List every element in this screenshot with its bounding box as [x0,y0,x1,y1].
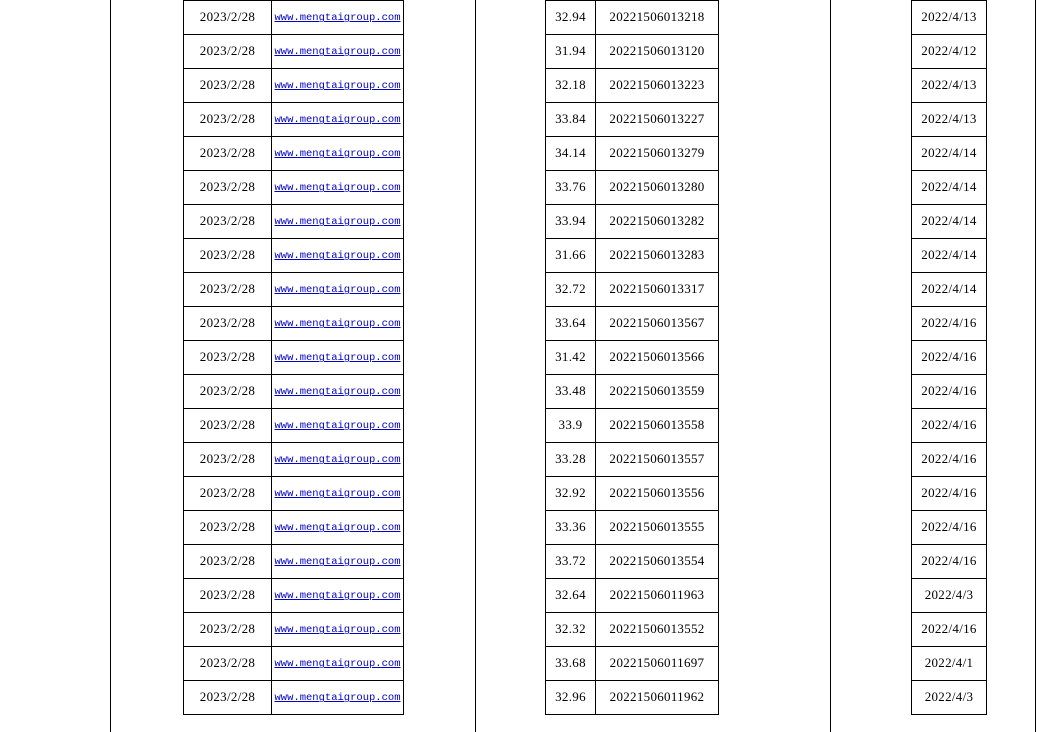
dates-and-links-table-body [184,1,404,715]
cell-code: 20221506013552 [596,613,719,647]
cell-website-link[interactable] [272,171,404,205]
cell-code: 20221506013554 [596,545,719,579]
cell-code: 20221506013556 [596,477,719,511]
table-row [912,1,987,35]
table-row [184,613,404,647]
cell-date: 2023/2/28 [184,137,272,171]
table-row [546,579,719,613]
amount-and-code-table-body [546,1,719,715]
table-row [912,579,987,613]
website-link[interactable]: www.mengtaigroup.com [274,590,401,603]
table-row [184,511,404,545]
cell-date: 2023/2/28 [184,613,272,647]
table-row [184,579,404,613]
cell-date: 2023/2/28 [184,579,272,613]
table-row [912,613,987,647]
table-row [546,341,719,375]
cell-date: 2023/2/28 [184,273,272,307]
cell-amount: 33.9 [546,409,596,443]
cell-date: 2022/4/13 [912,103,987,137]
cell-website-link[interactable] [272,647,404,681]
table-row [912,477,987,511]
cell-website-link[interactable] [272,579,404,613]
right-dates-table-wrapper [911,0,987,715]
table-row [912,137,987,171]
table-row [912,239,987,273]
cell-date: 2022/4/14 [912,239,987,273]
website-link[interactable]: www.mengtaigroup.com [274,182,401,195]
cell-amount: 32.18 [546,69,596,103]
table-row [912,171,987,205]
cell-amount: 33.68 [546,647,596,681]
cell-date: 2022/4/16 [912,443,987,477]
cell-code: 20221506013558 [596,409,719,443]
cell-amount: 31.66 [546,239,596,273]
cell-date: 2023/2/28 [184,477,272,511]
cell-code: 20221506013282 [596,205,719,239]
cell-code: 20221506013559 [596,375,719,409]
cell-date: 2022/4/14 [912,171,987,205]
table-row [546,681,719,715]
cell-date: 2023/2/28 [184,69,272,103]
website-link[interactable]: www.mengtaigroup.com [274,318,401,331]
table-row [912,273,987,307]
cell-website-link[interactable] [272,1,404,35]
website-link[interactable]: www.mengtaigroup.com [274,692,401,705]
table-row [912,511,987,545]
cell-date: 2022/4/14 [912,205,987,239]
table-row [912,375,987,409]
website-link[interactable]: www.mengtaigroup.com [274,284,401,297]
cell-date: 2023/2/28 [184,239,272,273]
website-link[interactable]: www.mengtaigroup.com [274,46,401,59]
cell-website-link[interactable] [272,35,404,69]
cell-date: 2023/2/28 [184,511,272,545]
website-link[interactable]: www.mengtaigroup.com [274,658,401,671]
table-row [184,409,404,443]
cell-amount: 33.94 [546,205,596,239]
cell-website-link[interactable] [272,375,404,409]
table-row [184,477,404,511]
cell-code: 20221506013283 [596,239,719,273]
cell-date: 2023/2/28 [184,205,272,239]
cell-code: 20221506013218 [596,1,719,35]
cell-code: 20221506013280 [596,171,719,205]
right-dates-table [911,0,987,715]
table-row [546,545,719,579]
cell-date: 2022/4/14 [912,273,987,307]
table-row [912,307,987,341]
table-row [912,681,987,715]
website-link[interactable]: www.mengtaigroup.com [274,454,401,467]
cell-website-link[interactable] [272,613,404,647]
cell-amount: 33.36 [546,511,596,545]
table-row [184,137,404,171]
table-row [546,137,719,171]
website-link[interactable]: www.mengtaigroup.com [274,148,401,161]
table-row [546,443,719,477]
cell-amount: 34.14 [546,137,596,171]
table-row [546,307,719,341]
table-row [184,103,404,137]
dates-and-links-table-wrapper [183,0,404,715]
cell-website-link[interactable] [272,477,404,511]
cell-date: 2022/4/16 [912,511,987,545]
cell-amount: 32.96 [546,681,596,715]
cell-amount: 33.72 [546,545,596,579]
table-row [912,205,987,239]
cell-code: 20221506013227 [596,103,719,137]
table-row [184,1,404,35]
cell-amount: 32.94 [546,1,596,35]
website-link[interactable]: www.mengtaigroup.com [274,80,401,93]
table-row [546,511,719,545]
cell-amount: 33.28 [546,443,596,477]
amount-and-code-table [545,0,719,715]
cell-date: 2023/2/28 [184,171,272,205]
table-row [912,35,987,69]
cell-code: 20221506013120 [596,35,719,69]
cell-code: 20221506013555 [596,511,719,545]
cell-website-link[interactable] [272,443,404,477]
cell-date: 2022/4/3 [912,681,987,715]
table-row [912,443,987,477]
column-divider-left [110,0,111,732]
cell-date: 2023/2/28 [184,443,272,477]
cell-amount: 32.64 [546,579,596,613]
cell-date: 2023/2/28 [184,307,272,341]
cell-date: 2022/4/16 [912,477,987,511]
table-row [546,69,719,103]
table-row [546,613,719,647]
table-row [184,171,404,205]
table-row [184,69,404,103]
table-row [546,477,719,511]
cell-date: 2023/2/28 [184,647,272,681]
dates-and-links-table [183,0,404,715]
cell-amount: 33.48 [546,375,596,409]
cell-date: 2023/2/28 [184,341,272,375]
cell-code: 20221506013567 [596,307,719,341]
cell-date: 2023/2/28 [184,103,272,137]
table-row [546,647,719,681]
cell-website-link[interactable] [272,341,404,375]
right-dates-table-body [912,1,987,715]
cell-website-link[interactable] [272,103,404,137]
table-row [546,239,719,273]
cell-code: 20221506013279 [596,137,719,171]
cell-date: 2022/4/16 [912,375,987,409]
table-row [912,409,987,443]
cell-date: 2022/4/14 [912,137,987,171]
website-link[interactable]: www.mengtaigroup.com [274,114,401,127]
cell-amount: 33.84 [546,103,596,137]
cell-date: 2022/4/16 [912,613,987,647]
table-row [912,545,987,579]
cell-date: 2023/2/28 [184,375,272,409]
cell-date: 2023/2/28 [184,681,272,715]
website-link[interactable]: www.mengtaigroup.com [274,250,401,263]
column-divider-right [1035,0,1036,732]
cell-website-link[interactable] [272,409,404,443]
table-row [546,205,719,239]
website-link[interactable]: www.mengtaigroup.com [274,488,401,501]
website-link[interactable]: www.mengtaigroup.com [274,420,401,433]
table-row [184,341,404,375]
website-link[interactable]: www.mengtaigroup.com [274,352,401,365]
table-row [184,239,404,273]
cell-code: 20221506011963 [596,579,719,613]
cell-date: 2022/4/16 [912,409,987,443]
cell-website-link[interactable] [272,69,404,103]
table-row [184,205,404,239]
cell-code: 20221506013566 [596,341,719,375]
table-row [184,443,404,477]
table-row [546,273,719,307]
column-divider-middle-right [830,0,831,732]
cell-date: 2023/2/28 [184,35,272,69]
cell-code: 20221506013557 [596,443,719,477]
cell-code: 20221506013223 [596,69,719,103]
cell-date: 2023/2/28 [184,1,272,35]
table-row [184,273,404,307]
amount-and-code-table-wrapper [545,0,719,715]
cell-amount: 31.42 [546,341,596,375]
cell-date: 2022/4/16 [912,545,987,579]
cell-website-link[interactable] [272,511,404,545]
cell-website-link[interactable] [272,545,404,579]
website-link[interactable]: www.mengtaigroup.com [274,556,401,569]
table-row [912,341,987,375]
cell-amount: 33.64 [546,307,596,341]
table-row [546,409,719,443]
cell-website-link[interactable] [272,273,404,307]
table-row [546,35,719,69]
table-row [912,69,987,103]
cell-amount: 32.32 [546,613,596,647]
cell-code: 20221506011697 [596,647,719,681]
cell-date: 2022/4/13 [912,69,987,103]
cell-amount: 32.92 [546,477,596,511]
website-link[interactable]: www.mengtaigroup.com [274,624,401,637]
website-link[interactable]: www.mengtaigroup.com [274,386,401,399]
cell-website-link[interactable] [272,681,404,715]
cell-date: 2022/4/1 [912,647,987,681]
column-divider-middle-left [475,0,476,732]
cell-date: 2022/4/16 [912,341,987,375]
website-link[interactable]: www.mengtaigroup.com [274,216,401,229]
cell-date: 2022/4/16 [912,307,987,341]
cell-amount: 31.94 [546,35,596,69]
cell-website-link[interactable] [272,307,404,341]
cell-date: 2023/2/28 [184,545,272,579]
cell-amount: 33.76 [546,171,596,205]
cell-date: 2022/4/13 [912,1,987,35]
table-row [184,307,404,341]
cell-date: 2022/4/12 [912,35,987,69]
cell-website-link[interactable] [272,239,404,273]
table-row [184,375,404,409]
cell-date: 2022/4/3 [912,579,987,613]
website-link[interactable]: www.mengtaigroup.com [274,522,401,535]
cell-amount: 32.72 [546,273,596,307]
cell-website-link[interactable] [272,205,404,239]
table-row [912,647,987,681]
table-row [546,1,719,35]
table-row [184,35,404,69]
cell-code: 20221506013317 [596,273,719,307]
cell-date: 2023/2/28 [184,409,272,443]
table-row [184,545,404,579]
website-link[interactable]: www.mengtaigroup.com [274,12,401,25]
table-row [912,103,987,137]
table-row [546,103,719,137]
cell-website-link[interactable] [272,137,404,171]
table-row [546,375,719,409]
table-row [184,647,404,681]
table-row [184,681,404,715]
table-row [546,171,719,205]
cell-code: 20221506011962 [596,681,719,715]
